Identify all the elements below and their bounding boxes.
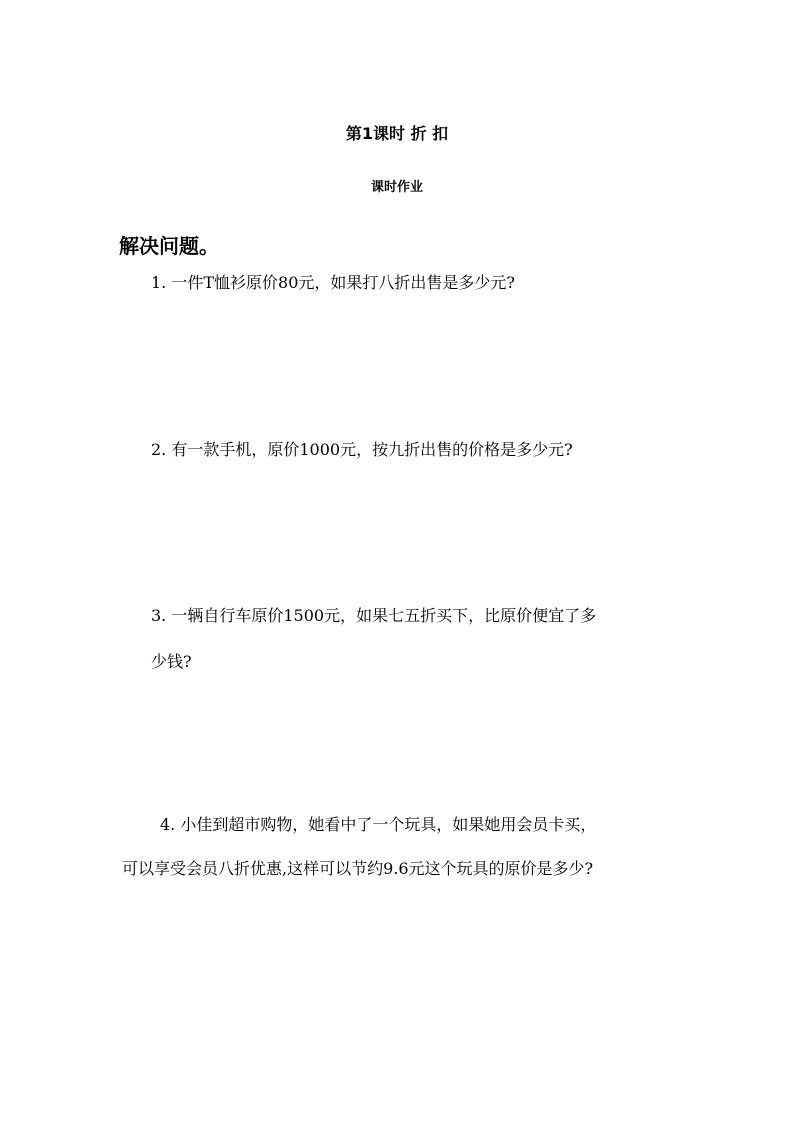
question-3-text-line-2: 少钱? [151, 652, 192, 671]
question-2-text: 2. 有一款手机，原价1000元，按九折出售的价格是多少元? [151, 440, 573, 459]
section-heading: 解决问题。 [119, 234, 219, 258]
question-4-text-line-1: 4. 小佳到超市购物，她看中了一个玩具，如果她用会员卡买， [160, 815, 597, 834]
question-4-text-line-2: 可以享受会员八折优惠,这样可以节约9.6元这个玩具的原价是多少? [122, 859, 594, 878]
page-title: 第1课时 折 扣 [345, 124, 449, 143]
question-1-text: 1. 一件T恤衫原价80元，如果打八折出售是多少元? [151, 273, 515, 292]
page-subtitle: 课时作业 [370, 180, 423, 195]
question-3-text-line-1: 3. 一辆自行车原价1500元，如果七五折买下，比原价便宜了多 [151, 606, 597, 625]
